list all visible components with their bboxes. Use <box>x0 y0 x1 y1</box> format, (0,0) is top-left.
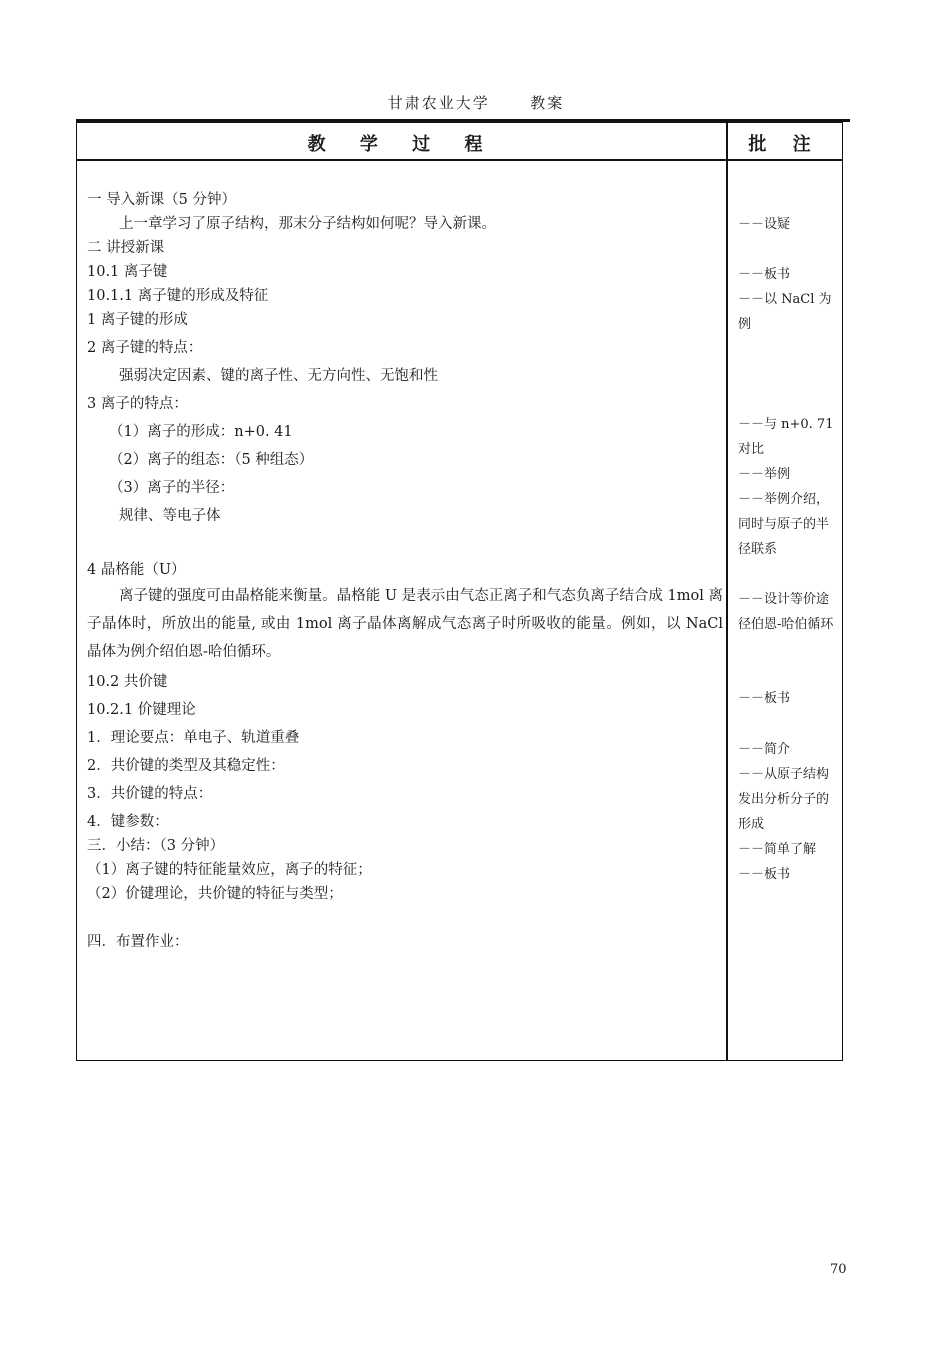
section-summary: 三．小结：（3 分钟） <box>87 838 225 854</box>
note: －－简介 <box>738 742 791 757</box>
note: －－设计等价途径伯恩-哈伯循环 <box>738 592 834 632</box>
content-line: 3．共价键的特点： <box>87 786 213 802</box>
content-line: 2．共价键的类型及其稳定性： <box>87 758 285 774</box>
content-line: 10.2.1 价键理论 <box>87 702 196 718</box>
section-lecture: 二 讲授新课 <box>87 240 165 256</box>
content-line: 3 离子的特点： <box>87 396 188 412</box>
page-number: 70 <box>830 1262 847 1277</box>
note: －－简单了解 <box>738 842 817 857</box>
content-line: 上一章学习了原子结构，那末分子结构如何呢？导入新课。 <box>119 216 496 232</box>
note: －－板书 <box>738 267 791 282</box>
content-line: 10.2 共价键 <box>87 674 168 690</box>
note: －－从原子结构发出分析分子的形成 <box>738 767 830 832</box>
content-line: 1 离子键的形成 <box>87 312 188 328</box>
document-header: 甘肃农业大学 教案 <box>387 94 565 112</box>
note: －－板书 <box>738 691 791 706</box>
lesson-table <box>76 122 843 1061</box>
content-line: 规律、等电子体 <box>119 508 221 524</box>
lattice-energy-paragraph: 离子键的强度可由晶格能来衡量。晶格能 U 是表示由气态正离子和气态负离子结合成 1mol 离子晶体时，所放出的能量, 或由 1mol 离子晶体离解成气态离子时所吸收的能量。例如，以 NaCl 晶体为例介绍伯恩-哈伯循环。 <box>87 588 723 660</box>
content-line: 强弱决定因素、键的离子性、无方向性、无饱和性 <box>119 368 438 384</box>
content-line: 2 离子键的特点： <box>87 340 203 356</box>
column-header-main: 教 学 过 程 <box>307 134 497 155</box>
note: －－与 n+0. 71 对比 <box>738 417 834 457</box>
section-intro: 一 导入新课（5 分钟） <box>87 192 236 208</box>
column-header-notes: 批 注 <box>748 134 821 155</box>
content-line: （1）离子键的特征能量效应，离子的特征； <box>87 862 372 878</box>
section-homework: 四．布置作业： <box>87 934 189 950</box>
content-line: 4．键参数： <box>87 814 169 830</box>
note: －－举例 <box>738 467 791 482</box>
note: －－板书 <box>738 867 791 882</box>
lesson-content <box>87 188 723 954</box>
note: －－设疑 <box>738 217 791 232</box>
content-line: 4 晶格能（U） <box>87 562 186 578</box>
content-line: （3）离子的半径： <box>109 480 235 496</box>
content-line: （2）离子的组态：（5 种组态） <box>109 452 314 468</box>
note: －－以 NaCl 为例 <box>738 292 832 332</box>
content-line: 10.1 离子键 <box>87 264 168 280</box>
content-line: （1）离子的形成：n+0. 41 <box>109 424 293 440</box>
content-line: 1．理论要点：单电子、轨道重叠 <box>87 730 300 746</box>
content-line: 10.1.1 离子键的形成及特征 <box>87 288 269 304</box>
note: －－举例介绍，同时与原子的半径联系 <box>738 492 830 557</box>
content-line: （2）价键理论，共价键的特征与类型； <box>87 886 343 902</box>
